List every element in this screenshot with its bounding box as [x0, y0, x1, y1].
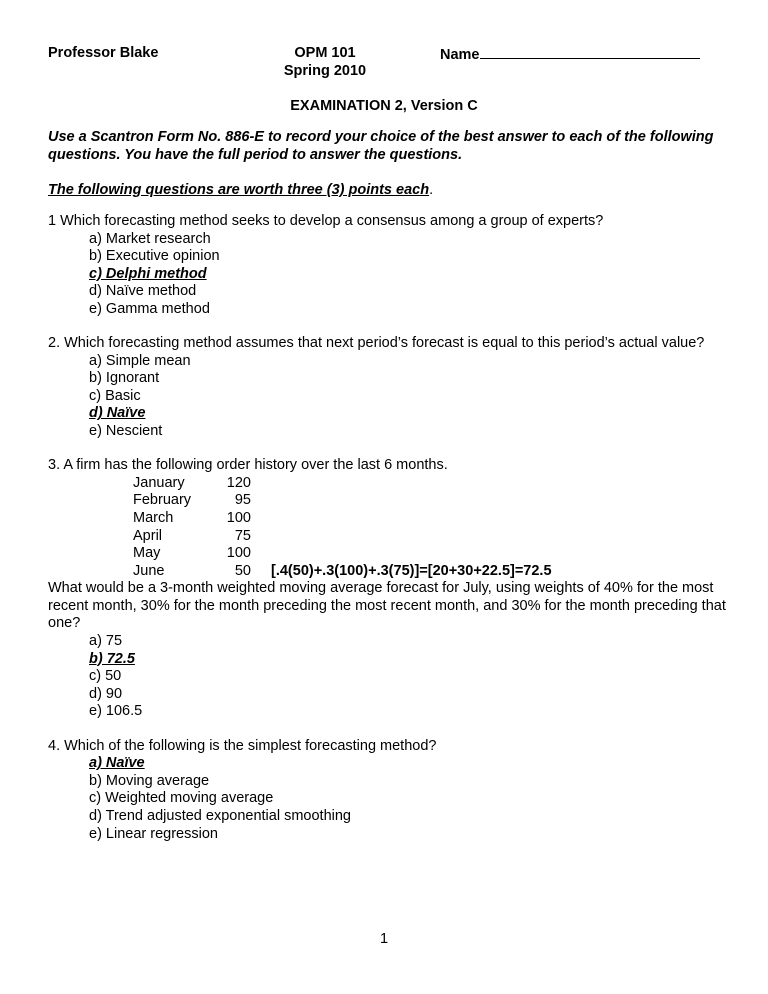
table-row [133, 510, 728, 528]
option-correct: c) Delphi method [89, 265, 207, 282]
course-code: OPM 101 [294, 45, 356, 61]
value: 95 [234, 492, 251, 509]
value: 120 [226, 474, 251, 491]
question-text: 4. Which of the following is the simplest forecasting method? [48, 737, 437, 754]
option: b) Executive opinion [89, 248, 220, 265]
option: a) Simple mean [89, 352, 191, 369]
option: e) 106.5 [89, 703, 143, 720]
value: 50 [234, 562, 251, 579]
table-row [133, 475, 728, 493]
option: c) 50 [89, 668, 122, 685]
term: Spring 2010 [283, 63, 367, 79]
question-3 [48, 457, 728, 721]
option: b) Ignorant [89, 370, 160, 387]
professor-name: Professor Blake [48, 45, 159, 61]
name-label: Name [440, 47, 480, 63]
option: d) Trend adjusted exponential smoothing [89, 807, 351, 824]
points-note [48, 182, 433, 200]
option: b) Moving average [89, 772, 210, 789]
option: a) Market research [89, 230, 211, 247]
question-text-continued: What would be a 3-month weighted moving average forecast for July, using weights of 40% for the most recent month, 30% for the month preceding the most recent month, and 30% for the month preceding that one? [48, 580, 726, 632]
questions-block [48, 213, 728, 860]
month: April [133, 527, 163, 544]
option-correct: d) Naïve [89, 405, 146, 422]
table-row [133, 492, 728, 510]
instructions: Use a Scantron Form No. 886-E to record your choice of the best answer to each of the following questions. You have the full period to answer the questions. [48, 129, 714, 163]
option: c) Weighted moving average [89, 790, 274, 807]
value: 100 [226, 545, 251, 562]
option: e) Nescient [89, 423, 163, 440]
month: May [133, 545, 161, 562]
calculation-note: [.4(50)+.3(100)+.3(75)]=[20+30+22.5]=72.5 [271, 562, 552, 579]
option: d) Naïve method [89, 283, 197, 300]
table-row [133, 528, 728, 546]
option: e) Linear regression [89, 825, 218, 842]
table-row [133, 545, 728, 563]
order-history-table [48, 475, 728, 581]
name-field [440, 45, 700, 65]
points-note-period: . [429, 182, 434, 198]
page-number: 1 [379, 931, 389, 947]
question-2 [48, 335, 728, 441]
option: c) Basic [89, 387, 141, 404]
question-text: 2. Which forecasting method assumes that next period’s forecast is equal to this period’s actual value? [48, 335, 705, 352]
option: a) 75 [89, 633, 123, 650]
question-1 [48, 213, 728, 319]
value: 75 [234, 527, 251, 544]
option-correct: a) Naïve [89, 755, 145, 772]
month: March [133, 509, 174, 526]
month: June [133, 562, 165, 579]
question-4 [48, 738, 728, 844]
option: e) Gamma method [89, 300, 210, 317]
table-row [133, 563, 728, 581]
month: January [133, 474, 185, 491]
exam-title: EXAMINATION 2, Version C [290, 98, 478, 114]
value: 100 [226, 509, 251, 526]
option-correct: b) 72.5 [89, 650, 135, 667]
month: February [133, 492, 192, 509]
name-blank-line [480, 45, 700, 59]
question-text: 3. A firm has the following order history over the last 6 months. [48, 457, 448, 474]
points-note-text: The following questions are worth three (3) points each [48, 182, 430, 198]
question-text: 1 Which forecasting method seeks to develop a consensus among a group of experts? [48, 213, 604, 229]
option: d) 90 [89, 685, 123, 702]
